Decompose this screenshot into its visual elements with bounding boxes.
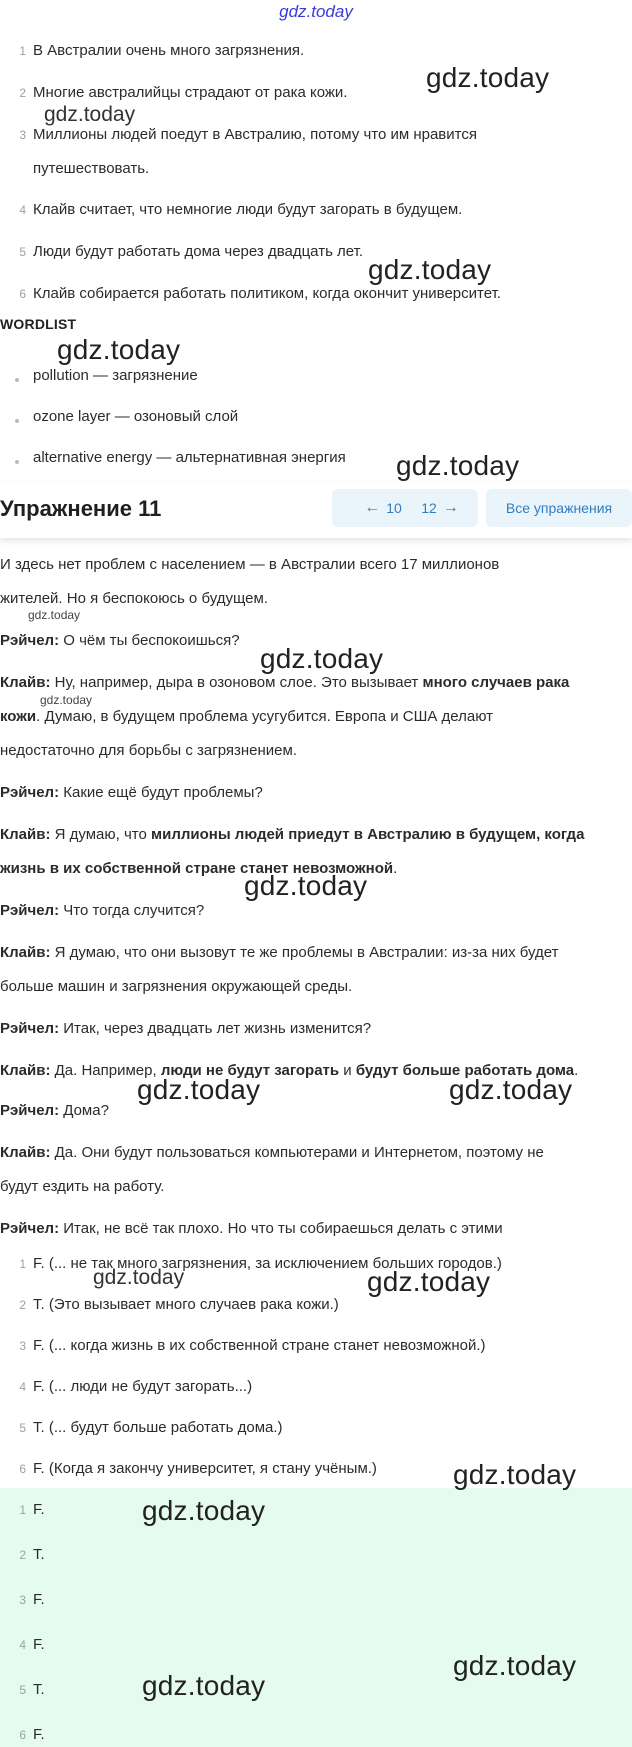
list-item: T. (... будут больше работать дома.) — [33, 1419, 283, 1436]
answer-number: 1 — [19, 1503, 26, 1517]
watermark: gdz.today — [137, 1074, 261, 1105]
line-text: Дома? — [59, 1102, 109, 1119]
line-text: Да. Например, — [50, 1062, 161, 1079]
arrow-right-icon: → — [442, 499, 459, 516]
answer-value: F. — [33, 1591, 45, 1608]
list-item: F. (Когда я закончу университет, я стану учёным.) — [33, 1460, 377, 1477]
watermark: gdz.today — [449, 1074, 573, 1105]
list-item-number: 3 — [19, 1339, 26, 1353]
answer-value: T. — [33, 1546, 45, 1563]
dialogue-line — [0, 1020, 371, 1037]
line-text: Да. Они будут пользоваться компьютерами и Интернетом, поэтому не — [50, 1144, 544, 1161]
list-item: Клайв собирается работать политиком, когда окончит университет. — [33, 285, 501, 302]
list-item: F. (... когда жизнь в их собственной стране станет невозможной.) — [33, 1337, 486, 1354]
wordlist-item: ozone layer — озоновый слой — [33, 408, 239, 425]
highlight-text: жизнь в их собственной стране станет невозможной — [0, 860, 394, 877]
list-item-number: 5 — [19, 1421, 26, 1435]
watermark: gdz.today — [44, 103, 136, 126]
list-item-number: 4 — [19, 203, 26, 217]
wordlist-item: pollution — загрязнение — [33, 367, 198, 384]
line-text: Какие ещё будут проблемы? — [59, 784, 263, 801]
exercise-header — [0, 482, 632, 538]
list-item-number: 1 — [19, 1257, 26, 1271]
answer-value: F. — [33, 1636, 45, 1653]
answer-number: 5 — [19, 1683, 26, 1697]
list-item: F. (... люди не будут загорать...) — [33, 1378, 253, 1395]
arrow-left-icon: ← — [364, 499, 381, 516]
dialogue-line — [0, 1220, 503, 1237]
all-exercises-button[interactable] — [486, 489, 632, 527]
line-text: Я думаю, что — [50, 826, 151, 843]
highlight-text: миллионы людей приедут в Австралию в будущем, когда — [151, 826, 585, 843]
list-item-number: 3 — [19, 128, 26, 142]
dialogue-line — [0, 1102, 109, 1119]
dialogue-line: будут ездить на работу. — [0, 1178, 165, 1195]
answers-panel — [0, 1488, 632, 1747]
highlight-text: много случаев рака — [422, 674, 570, 691]
speaker-rachel: Рэйчел: — [0, 1020, 60, 1037]
paragraph-line: И здесь нет проблем с населением — в Австралии всего 17 миллионов — [0, 556, 500, 573]
next-exercise-label: 12 — [421, 500, 437, 516]
bullet-icon — [15, 378, 19, 382]
list-item: F. (... не так много загрязнения, за исключением больших городов.) — [33, 1255, 502, 1272]
list-item: Многие австралийцы страдают от рака кожи. — [33, 84, 348, 101]
list-item-number: 2 — [19, 1298, 26, 1312]
wordlist-heading: WORDLIST — [0, 316, 77, 332]
watermark: gdz.today — [244, 870, 368, 901]
answer-value: F. — [33, 1501, 45, 1518]
line-text: О чём ты беспокоишься? — [59, 632, 240, 649]
speaker-rachel: Рэйчел: — [0, 902, 60, 919]
line-text: и — [339, 1062, 356, 1079]
line-text: . Думаю, в будущем проблема усугубится. Европа и США делают — [36, 708, 493, 725]
line-text: Итак, не всё так плохо. Но что ты собираешься делать с этими — [59, 1220, 503, 1237]
dialogue-line — [0, 826, 584, 843]
paragraph-line: жителей. Но я беспокоюсь о будущем. — [0, 590, 268, 607]
list-item: T. (Это вызывает много случаев рака кожи.) — [33, 1296, 339, 1313]
watermark: gdz.today — [28, 608, 81, 622]
watermark: gdz.today — [368, 254, 492, 285]
list-item-number: 1 — [19, 44, 26, 58]
bullet-icon — [15, 419, 19, 423]
line-text: Ну, например, дыра в озоновом слое. Это вызывает — [50, 674, 423, 691]
list-item: Миллионы людей поедут в Австралию, потому что им нравится — [33, 126, 477, 143]
watermark: gdz.today — [40, 693, 93, 707]
next-exercise-button[interactable] — [408, 489, 478, 527]
wordlist-item: alternative energy — альтернативная энергия — [33, 449, 346, 466]
speaker-rachel: Рэйчел: — [0, 632, 60, 649]
watermark: gdz.today — [93, 1266, 185, 1289]
watermark: gdz.today — [396, 450, 520, 481]
dialogue-line — [0, 1144, 544, 1161]
speaker-clive: Клайв: — [0, 674, 51, 691]
line-text: . — [393, 860, 398, 877]
watermark: gdz.today — [142, 1495, 266, 1526]
dialogue-line — [0, 674, 569, 691]
watermark: gdz.today — [260, 643, 384, 674]
dialogue-line: больше машин и загрязнения окружающей среды. — [0, 978, 353, 995]
watermark: gdz.today — [142, 1670, 266, 1701]
speaker-rachel: Рэйчел: — [0, 784, 60, 801]
dialogue-line: недостаточно для борьбы с загрязнением. — [0, 742, 297, 759]
watermark: gdz.today — [367, 1266, 491, 1297]
line-text: Я думаю, что они вызовут те же проблемы в Австралии: из-за них будет — [50, 944, 559, 961]
list-item-number: 6 — [19, 1462, 26, 1476]
answer-number: 4 — [19, 1638, 26, 1652]
watermark: gdz.today — [453, 1650, 577, 1681]
speaker-rachel: Рэйчел: — [0, 1220, 60, 1237]
answer-number: 2 — [19, 1548, 26, 1562]
list-item: Клайв считает, что немногие люди будут загорать в будущем. — [33, 201, 463, 218]
list-item: В Австралии очень много загрязнения. — [33, 42, 305, 59]
exercise-title: Упражнение 11 — [0, 496, 162, 521]
speaker-rachel: Рэйчел: — [0, 1102, 60, 1119]
highlight-text: будут больше работать дома — [355, 1062, 575, 1079]
dialogue-line — [0, 708, 493, 725]
watermark: gdz.today — [57, 334, 181, 365]
line-text: Что тогда случится? — [59, 902, 205, 919]
watermark: gdz.today — [426, 62, 550, 93]
list-item-number: 5 — [19, 245, 26, 259]
dialogue-line — [0, 632, 240, 649]
answer-value: T. — [33, 1681, 45, 1698]
dialogue-line — [0, 944, 559, 961]
prev-exercise-label: 10 — [386, 500, 402, 516]
answer-number: 6 — [19, 1728, 26, 1742]
top-watermark: gdz.today — [279, 2, 353, 21]
speaker-clive: Клайв: — [0, 826, 51, 843]
line-text: Итак, через двадцать лет жизнь изменится? — [59, 1020, 372, 1037]
highlight-text: кожи — [0, 708, 37, 725]
speaker-clive: Клайв: — [0, 1144, 51, 1161]
speaker-clive: Клайв: — [0, 944, 51, 961]
list-item-number: 6 — [19, 287, 26, 301]
watermark: gdz.today — [453, 1459, 577, 1490]
list-item-number: 4 — [19, 1380, 26, 1394]
list-item-number: 2 — [19, 86, 26, 100]
list-item-continuation: путешествовать. — [33, 160, 150, 177]
line-text: . — [574, 1062, 579, 1079]
highlight-text: люди не будут загорать — [160, 1062, 340, 1079]
dialogue-line — [0, 784, 263, 801]
all-exercises-label: Все упражнения — [505, 500, 613, 516]
answer-number: 3 — [19, 1593, 26, 1607]
bullet-icon — [15, 460, 19, 464]
speaker-clive: Клайв: — [0, 1062, 51, 1079]
dialogue-line — [0, 902, 204, 919]
answer-value: F. — [33, 1726, 45, 1743]
list-item: Люди будут работать дома через двадцать лет. — [33, 243, 364, 260]
